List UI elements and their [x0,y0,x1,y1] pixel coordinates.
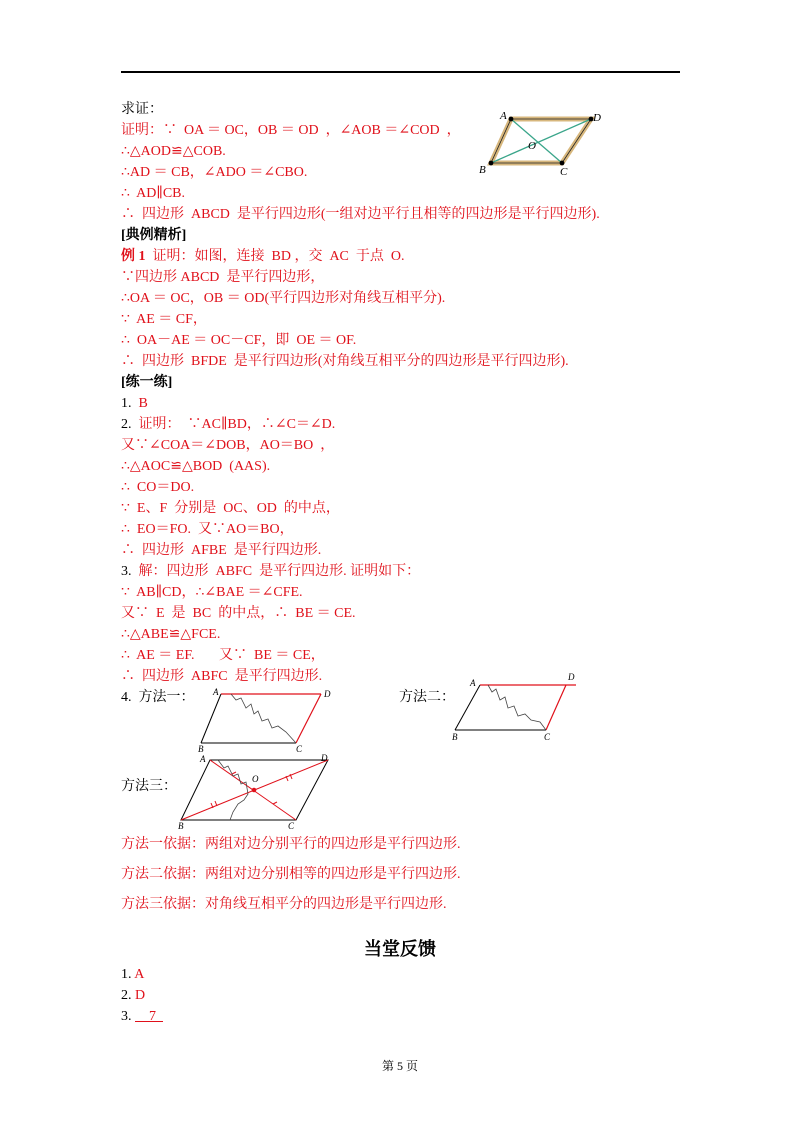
item-number: 3. [121,564,139,579]
text-line [121,248,405,266]
answer: 7 [135,1009,163,1024]
label-B: B [452,732,458,742]
label-B: B [178,821,184,830]
section-heading: [典例精析] [121,228,187,243]
text-span: 解：四边形 ABFC 是平行四边形. 证明如下： [138,564,421,579]
section-heading: [练一练] [121,375,173,390]
example-label: 例 1 [121,249,146,264]
text-line: ∴ OA－AE ＝ OC－CF，即 OE ＝ OF. [121,333,357,348]
method-three-label: 方法三： [121,779,177,794]
text-line [121,416,335,434]
text-line: ∴△AOC≌△BOD (AAS). [121,459,271,474]
label-C: C [288,821,295,830]
text-line: 方法一依据：两组对边分别平行的四边形是平行四边形. [121,837,461,852]
item-number: 2. [121,988,135,1003]
item-number: 1. [121,396,139,411]
text-line: ∴OA ＝ OC，OB ＝ OD(平行四边形对角线互相平分). [121,291,446,306]
item-number: 3. [121,1009,135,1024]
text-line [121,1008,163,1026]
text-line: ∵ AB∥CD，∴∠BAE ＝∠CFE. [121,585,303,600]
label-D: D [324,689,331,699]
method-two-label: 方法二： [399,690,455,705]
answer: B [138,396,148,411]
method-two-figure [448,672,583,744]
text-line: ∵ E、F 分别是 OC、OD 的中点， [121,501,340,516]
label-A: A [200,754,206,764]
text-line: ∴△AOD≌△COB. [121,144,226,159]
text-line: ∴ 四边形 ABFC 是平行四边形. [121,669,323,684]
text-line: ∴ EO＝FO. 又∵AO＝BO， [121,522,294,537]
label-O: O [528,140,536,152]
label-B: B [198,744,204,754]
label-C: C [544,732,551,742]
text-line: 方法二依据：两组对边分别相等的四边形是平行四边形. [121,867,461,882]
label-C: C [560,166,568,178]
answer: D [135,988,146,1003]
answer: A [134,967,145,982]
text-line: ∴ AD∥CB. [121,186,185,201]
label-B: B [479,164,486,176]
text-line [121,966,144,984]
text-line: ∴ 四边形 ABCD 是平行四边形(一组对边平行且相等的四边形是平行四边形). [121,207,600,222]
text-line: 方法三依据：对角线互相平分的四边形是平行四边形. [121,897,447,912]
text-line: ∵ AE ＝ CF， [121,312,207,327]
label-A: A [500,110,507,122]
text-line: 又∵∠COA＝∠DOB，AO＝BO ， [121,438,335,453]
section-title: 当堂反馈 [364,939,436,960]
text-line [121,395,148,413]
label-A: A [213,687,219,697]
method-one-figure [196,686,336,754]
parallelogram-figure-top [474,106,604,178]
label-C: C [296,744,303,754]
method-one-label: 4. 方法一： [121,690,195,705]
label-D: D [593,112,601,124]
text-span: 证明：如图，连接 BD ，交 AC 于点 O. [145,249,405,264]
text-line: ∵四边形 ABCD 是平行四边形， [121,270,325,285]
text-line: ∴ AE ＝ EF. 又∵ BE ＝ CE， [121,648,325,663]
label-D: D [321,753,328,763]
header-rule [121,71,680,73]
text-line: ∴ 四边形 AFBE 是平行四边形. [121,543,322,558]
label-A: A [470,678,476,688]
page-number: 第 5 页 [381,1059,418,1073]
label-D: D [568,672,575,682]
text-span: 证明： ∵AC∥BD，∴∠C＝∠D. [138,417,336,432]
method-three-figure [178,752,338,830]
text-line: ∴AD ＝ CB，∠ADO ＝∠CBO. [121,165,308,180]
text-line: 求证： [121,102,163,117]
text-line: 证明：∵ OA ＝ OC，OB ＝ OD ，∠AOB ＝∠COD ， [121,123,461,138]
text-line [121,563,420,581]
label-O: O [252,774,259,784]
text-line: 又∵ E 是 BC 的中点，∴ BE ＝ CE. [121,606,356,621]
item-number: 2. [121,417,139,432]
text-line: ∴△ABE≌△FCE. [121,627,221,642]
text-line: ∴ CO＝DO. [121,480,195,495]
text-line [121,987,145,1005]
text-line: ∴ 四边形 BFDE 是平行四边形(对角线互相平分的四边形是平行四边形). [121,354,569,369]
item-number: 1. [121,967,135,982]
